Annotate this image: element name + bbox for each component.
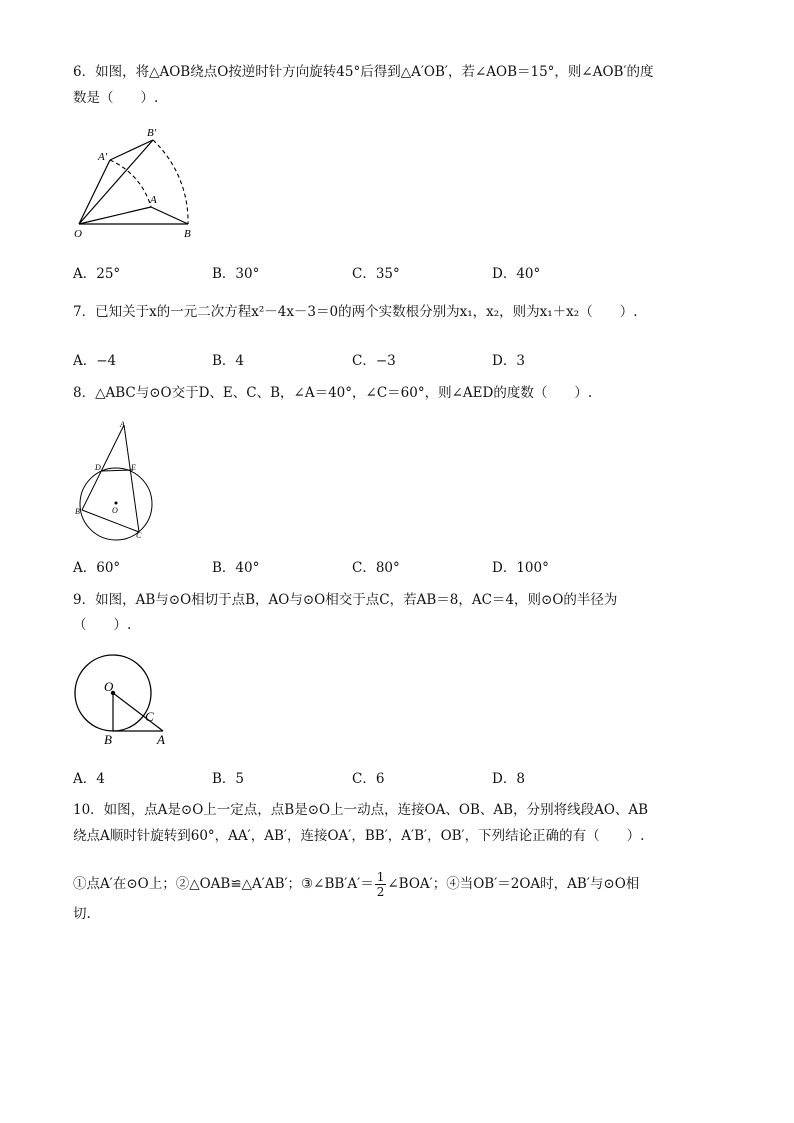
q6-option-b[interactable]: B．30°	[212, 266, 260, 282]
q8-label-O: O	[112, 506, 118, 515]
q10-conclusions-part1: ①点A′在⊙O上；②△OAB≌△A′AB′；③∠BB′A′＝	[73, 876, 374, 892]
q9-label-O: O	[104, 679, 114, 694]
q9-option-d[interactable]: D．8	[492, 771, 525, 787]
q10-stem-line1: 10．如图，点A是⊙O上一定点，点B是⊙O上一动点，连接OA、OB、AB，分别将线段AO、AB	[73, 802, 649, 818]
q6-label-B: B	[184, 228, 191, 240]
q6-option-c[interactable]: C．35°	[352, 266, 400, 282]
q7-option-d[interactable]: D．3	[492, 353, 525, 369]
q6-label-A-prime: A′	[98, 151, 108, 163]
q10-stem-line2: 绕点A顺时针旋转到60°，AA′，AB′，连接OA′，BB′，A′B′，OB′，下列结论正确的有（ ）.	[73, 828, 645, 844]
q9-option-c[interactable]: C．6	[352, 771, 385, 787]
q9-stem-line2: （ ）.	[73, 617, 132, 633]
q7-option-b[interactable]: B．4	[212, 353, 245, 369]
q8-label-A: A	[120, 420, 125, 429]
q10-conclusions-line2: 切.	[73, 906, 91, 922]
q8-label-B: B	[75, 507, 80, 516]
q8-label-C: C	[136, 531, 142, 540]
q9-stem-line1: 9．如图，AB与⊙O相切于点B，AO与⊙O相交于点C，若AB＝8，AC＝4，则⊙O的半径为	[73, 592, 618, 608]
q10-fraction-denominator: 2	[376, 885, 385, 899]
q8-figure	[70, 416, 160, 544]
q8-label-E: E	[131, 463, 136, 472]
q8-stem: 8．△ABC与⊙O交于D、E、C、B，∠A＝40°，∠C＝60°，则∠AED的度数（ ）.	[73, 385, 593, 401]
q9-figure	[68, 650, 178, 750]
q8-option-a[interactable]: A．60°	[73, 560, 121, 576]
q6-option-d[interactable]: D．40°	[492, 266, 541, 282]
q8-label-D: D	[95, 463, 101, 472]
q10-conclusions-part2: ∠BOA′；④当OB′＝2OA时，AB′与⊙O相	[387, 876, 640, 892]
q7-option-a[interactable]: A．−4	[73, 353, 117, 369]
q8-option-b[interactable]: B．40°	[212, 560, 260, 576]
q10-conclusions-line	[73, 870, 639, 899]
q6-figure	[68, 122, 208, 244]
q9-label-A: A	[157, 732, 165, 747]
q6-stem-line1: 6．如图，将△AOB绕点O按逆时针方向旋转45°后得到△A′OB′，若∠AOB＝15°，则∠AOB′的度	[73, 64, 654, 80]
q8-option-c[interactable]: C．80°	[352, 560, 400, 576]
q6-label-A: A	[150, 194, 157, 206]
q6-stem-line2: 数是（ ）.	[73, 90, 159, 106]
q10-fraction-numerator: 1	[376, 870, 385, 884]
q10-fraction	[375, 870, 387, 899]
q6-label-O: O	[74, 228, 82, 240]
q9-option-b[interactable]: B．5	[212, 771, 245, 787]
q7-option-c[interactable]: C．−3	[352, 353, 396, 369]
q6-label-B-prime: B′	[147, 127, 157, 139]
q9-option-a[interactable]: A．4	[73, 771, 105, 787]
q8-option-d[interactable]: D．100°	[492, 560, 549, 576]
q6-option-a[interactable]: A．25°	[73, 266, 121, 282]
q7-stem: 7．已知关于x的一元二次方程x²－4x－3＝0的两个实数根分别为x₁，x₂，则为x₁＋x₂（ ）.	[73, 304, 638, 320]
q9-label-C: C	[145, 709, 154, 724]
q9-label-B: B	[104, 732, 112, 747]
